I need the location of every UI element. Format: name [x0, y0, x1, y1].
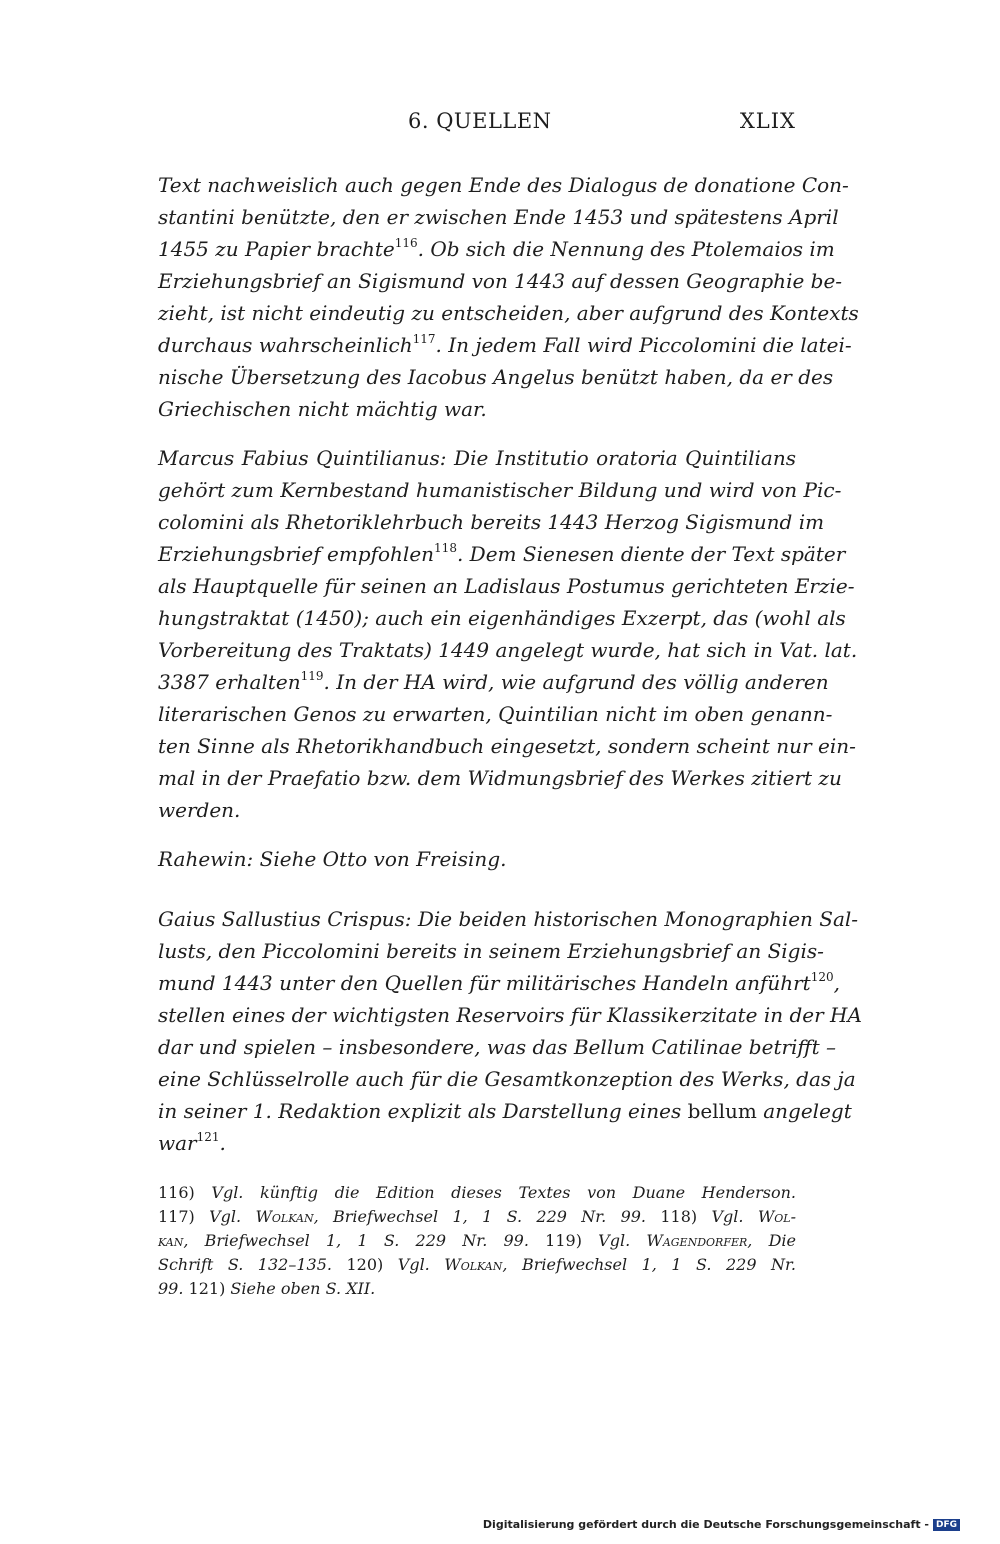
text-line: Gaius Sallustius Crispus: Die beiden historischen Monographien Sal-: [158, 907, 859, 931]
text-line: lusts, den Piccolomini bereits in seinem Erziehungsbrief an Sigis-: [158, 939, 824, 963]
footnote-number: 119): [545, 1231, 599, 1250]
footnote-line: Schrift S. 132–135. 120) Vgl. Wolkan, Briefwechsel 1, 1 S. 229 Nr.: [158, 1255, 797, 1274]
footnote-ref[interactable]: 116: [394, 236, 418, 250]
text-line: stellen eines der wichtigsten Reservoirs für Klassikerzitate in der HA: [158, 1003, 862, 1027]
text-line: Vorbereitung des Traktats) 1449 angelegt wurde, hat sich in Vat. lat.: [158, 638, 858, 662]
footnote-ref[interactable]: 120: [810, 970, 834, 984]
footnote-ref[interactable]: 117: [412, 332, 436, 346]
footnote-ref[interactable]: 119: [300, 669, 324, 683]
text-line: werden.: [158, 798, 241, 822]
text-line: colomini als Rhetoriklehrbuch bereits 1443 Herzog Sigismund im: [158, 510, 825, 534]
text-line: Marcus Fabius Quintilianus: Die Institutio oratoria Quintilians: [158, 446, 796, 470]
footnote-line: kan, Briefwechsel 1, 1 S. 229 Nr. 99. 119) Vgl. Wagendorfer, Die: [158, 1231, 796, 1250]
text-line: stantini benützte, den er zwischen Ende 1453 und spätestens April: [158, 205, 839, 229]
text-line: 1455 zu Papier brachte$^{116}$. Ob sich die Nennung des Ptolemaios im: [158, 236, 835, 261]
running-title: 6. QUELLEN: [408, 109, 552, 133]
text-line: Erziehungsbrief an Sigismund von 1443 auf dessen Geographie be-: [158, 269, 843, 293]
text-line: nische Übersetzung des Iacobus Angelus benützt haben, da er des: [158, 365, 834, 389]
footnote-ref[interactable]: 118: [434, 541, 457, 555]
text-line: in seiner 1. Redaktion explizit als Darstellung eines bellum angelegt: [158, 1099, 852, 1123]
text-line: als Hauptquelle für seinen an Ladislaus Postumus gerichteten Erzie-: [158, 574, 855, 598]
roman-term: bellum: [687, 1099, 757, 1123]
text-line: Griechischen nicht mächtig war.: [158, 397, 487, 421]
text-line: gehört zum Kernbestand humanistischer Bildung und wird von Pic-: [158, 478, 842, 502]
footnote-number: 117): [158, 1207, 210, 1226]
footnote-line: 117) Vgl. Wolkan, Briefwechsel 1, 1 S. 229 Nr. 99. 118) Vgl. Wol-: [158, 1207, 797, 1226]
text-line: mal in der Praefatio bzw. dem Widmungsbrief des Werkes zitiert zu: [158, 766, 842, 790]
footnote-line: 99. 121) Siehe oben S. XII.: [158, 1279, 376, 1298]
footnote-ref[interactable]: 121: [196, 1130, 220, 1144]
text-line: hungstraktat (1450); auch ein eigenhändiges Exzerpt, das (wohl als: [158, 606, 846, 630]
dfg-logo: DFG: [933, 1519, 960, 1531]
text-line: dar und spielen – insbesondere, was das Bellum Catilinae betrifft –: [158, 1035, 836, 1059]
text-line: durchaus wahrscheinlich$^{117}$. In jedem Fall wird Piccolomini die latei-: [158, 332, 852, 357]
text-line: zieht, ist nicht eindeutig zu entscheiden, aber aufgrund des Kontexts: [158, 301, 859, 325]
text-line: Rahewin: Siehe Otto von Freising.: [158, 847, 507, 871]
text-line: Erziehungsbrief empfohlen$^{118}$. Dem Sienesen diente der Text später: [158, 541, 846, 566]
text-line: Text nachweislich auch gegen Ende des Dialogus de donatione Con-: [158, 173, 849, 197]
footnote-number: 118): [660, 1207, 712, 1226]
digitization-credit: Digitalisierung gefördert durch die Deutsche Forschungsgemeinschaft - DFG: [483, 1518, 960, 1532]
text-line: mund 1443 unter den Quellen für militärisches Handeln anführt$^{120}$,: [158, 970, 840, 995]
footnote-line: 116) Vgl. künftig die Edition dieses Textes von Duane Henderson.: [158, 1183, 797, 1202]
text-line: literarischen Genos zu erwarten, Quintilian nicht im oben genann-: [158, 702, 833, 726]
text-line: ten Sinne als Rhetorikhandbuch eingesetzt, sondern scheint nur ein-: [158, 734, 856, 758]
text-line: 3387 erhalten$^{119}$. In der HA wird, wie aufgrund des völlig anderen: [158, 669, 829, 694]
footnote-number: 120): [346, 1255, 398, 1274]
text-line: eine Schlüsselrolle auch für die Gesamtkonzeption des Werks, das ja: [158, 1067, 856, 1091]
text-line: war$^{121}$.: [158, 1130, 226, 1155]
page-number: XLIX: [739, 109, 796, 133]
footnote-number: 116): [158, 1183, 212, 1202]
footnote-number: 121): [188, 1279, 231, 1298]
